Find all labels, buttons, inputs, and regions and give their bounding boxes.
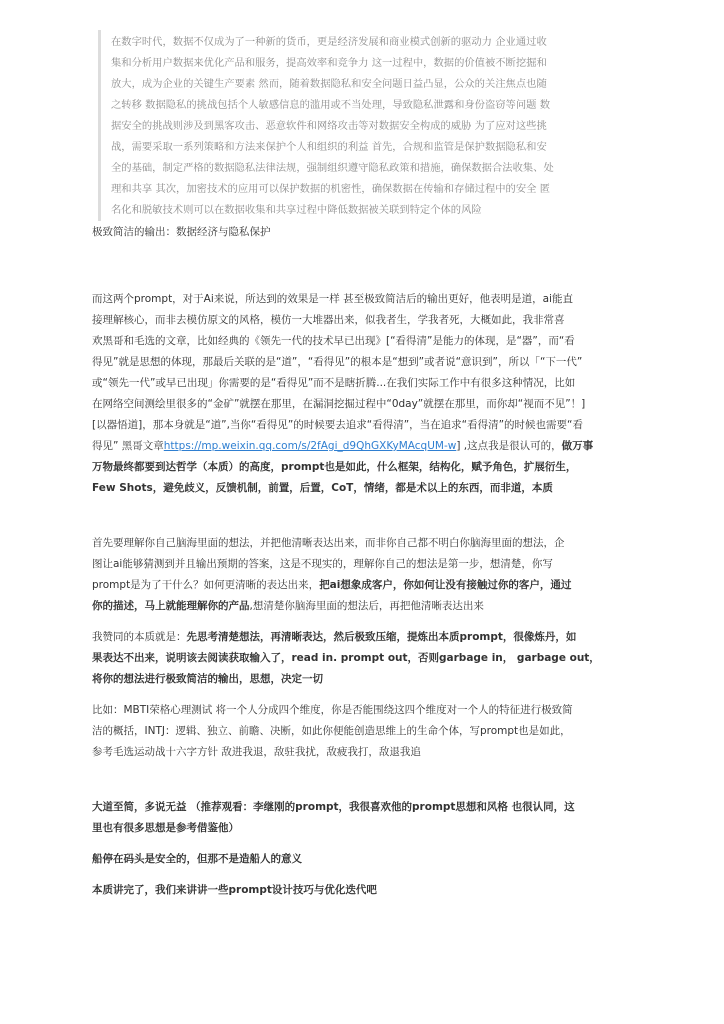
paragraph-ship-quote: 船停在码头是安全的，但那不是造船人的意义 bbox=[92, 853, 302, 865]
paragraph-essence: 我赞同的本质就是：先思考清楚想法，再清晰表达，然后极致压缩，提炼出本质prompt，很像炼丹，如 果表达不出来，说明该去阅读获取输入了，read in. prompt out，否则garbage in， garbage out， 将你的想法进行极致简洁的输出，思想，决定一切 bbox=[92, 631, 600, 685]
paragraph-dao-vs-qi: 而这两个prompt，对于Ai来说，所达到的效果是一样 甚至极致简洁后的输出更好，他表明是道，ai能直 接理解核心，而非去模仿原文的风格，模仿一大堆器出来，似我者生，学我者死，大概如此，我非常喜 欢黑哥和毛选的文章，比如经典的《领先一代的技术早已出现》[“看得清”是能力的体现，是“器”，而“看 得见”就是思想的体现，那最后关联的是“道”，“看得见”的根本是“想到”或者说“意识到”，所以「“下一代” 或“领先一代”或早已出现」你需要的是“看得见”而不是瞎折腾...在我们实际工作中有很多这种情况，比如 在网络空间测绘里很多的“金矿”就摆在那里，在漏洞挖掘过程中“0day”就摆在那里，而你却“视而不见”！] [以器悟道]，那本身就是“道”,当你“看得见”的时候要去追求“看得清”，当在追求“看得清”的时候也需要“看 得见” 黑哥文章https://mp.weixin.qq.com/s/2fAgi_d9QhGXKyMAcqUM-w] ,这点我是很认可的，做万事 万物最终都要到达哲学（本质）的高度，prompt也是如此，什么框架，结构化，赋予角色，扩展衍生， Few Shots，避免歧义，反馈机制，前置，后置，CoT，情绪，都是术以上的东西，而非道，本质 bbox=[92, 293, 594, 494]
article-link[interactable]: https://mp.weixin.qq.com/s/2fAgi_d9QhGXKyMAcqUM-w bbox=[163, 440, 457, 452]
paragraph-simplicity: 大道至简，多说无益 （推荐观看：李继刚的prompt，我很喜欢他的prompt思想和风格 也很认同，这 里也有很多思想是参考借鉴他） bbox=[92, 801, 575, 834]
quote-line: 放大，成为企业的关键生产要素 然而，随着数据隐私和安全问题日益凸显，公众的关注焦点也随 bbox=[111, 78, 547, 90]
quote-line: 之转移 数据隐私的挑战包括个人敏感信息的滥用或不当处理，导致隐私泄露和身份盗窃等问题 数 bbox=[111, 99, 551, 111]
quote-line: 全的基础，制定严格的数据隐私法律法规，强制组织遵守隐私政策和措施，确保数据合法收集、处 bbox=[111, 162, 554, 174]
paragraph-mbti-example: 比如：MBTI荣格心理测试 将一个人分成四个维度，你是否能围绕这四个维度对一个人的特征进行极致简 洁的概括，INTJ：逻辑、独立、前瞻、决断，如此你便能创造思维上的生命个体，写prompt也是如此， 参考毛选运动战十六字方针 敌进我退，敌驻我扰，敌疲我打，敌退我追 bbox=[92, 704, 573, 758]
quoted-excerpt bbox=[98, 30, 632, 221]
quote-line: 战，需要采取一系列策略和方法来保护个人和组织的利益 首先，合规和监管是保护数据隐私和安 bbox=[111, 141, 547, 153]
quote-line: 名化和脱敏技术则可以在数据收集和共享过程中降低数据被关联到特定个体的风险 bbox=[111, 204, 482, 216]
quote-line: 理和共享 其次，加密技术的应用可以保护数据的机密性，确保数据在传输和存储过程中的安全 匿 bbox=[111, 183, 551, 195]
paragraph-understand-your-idea: 首先要理解你自己脑海里面的想法，并把他清晰表达出来，而非你自己都不明白你脑海里面的想法，企 图让ai能够猜测到并且输出预期的答案，这是不现实的，理解你自己的想法是第一步，想清楚，你写 prompt是为了干什么？如何更清晰的表达出来，把ai想象成客户，你如何让没有接触过你的客户，通过 你的描述，马上就能理解你的产品,想清楚你脑海里面的想法后，再把他清晰表达出来 bbox=[92, 537, 572, 612]
quote-caption: 极致简洁的输出：数据经济与隐私保护 bbox=[92, 226, 271, 238]
quote-line: 据安全的挑战则涉及到黑客攻击、恶意软件和网络攻击等对数据安全构成的威胁 为了应对这些挑 bbox=[111, 120, 547, 132]
paragraph-next-section: 本质讲完了，我们来讲讲一些prompt设计技巧与优化迭代吧 bbox=[92, 884, 377, 896]
quote-line: 集和分析用户数据来优化产品和服务，提高效率和竞争力 这一过程中，数据的价值被不断挖掘和 bbox=[111, 57, 547, 69]
quote-line: 在数字时代，数据不仅成为了一种新的货币，更是经济发展和商业模式创新的驱动力 企业通过收 bbox=[111, 36, 547, 48]
